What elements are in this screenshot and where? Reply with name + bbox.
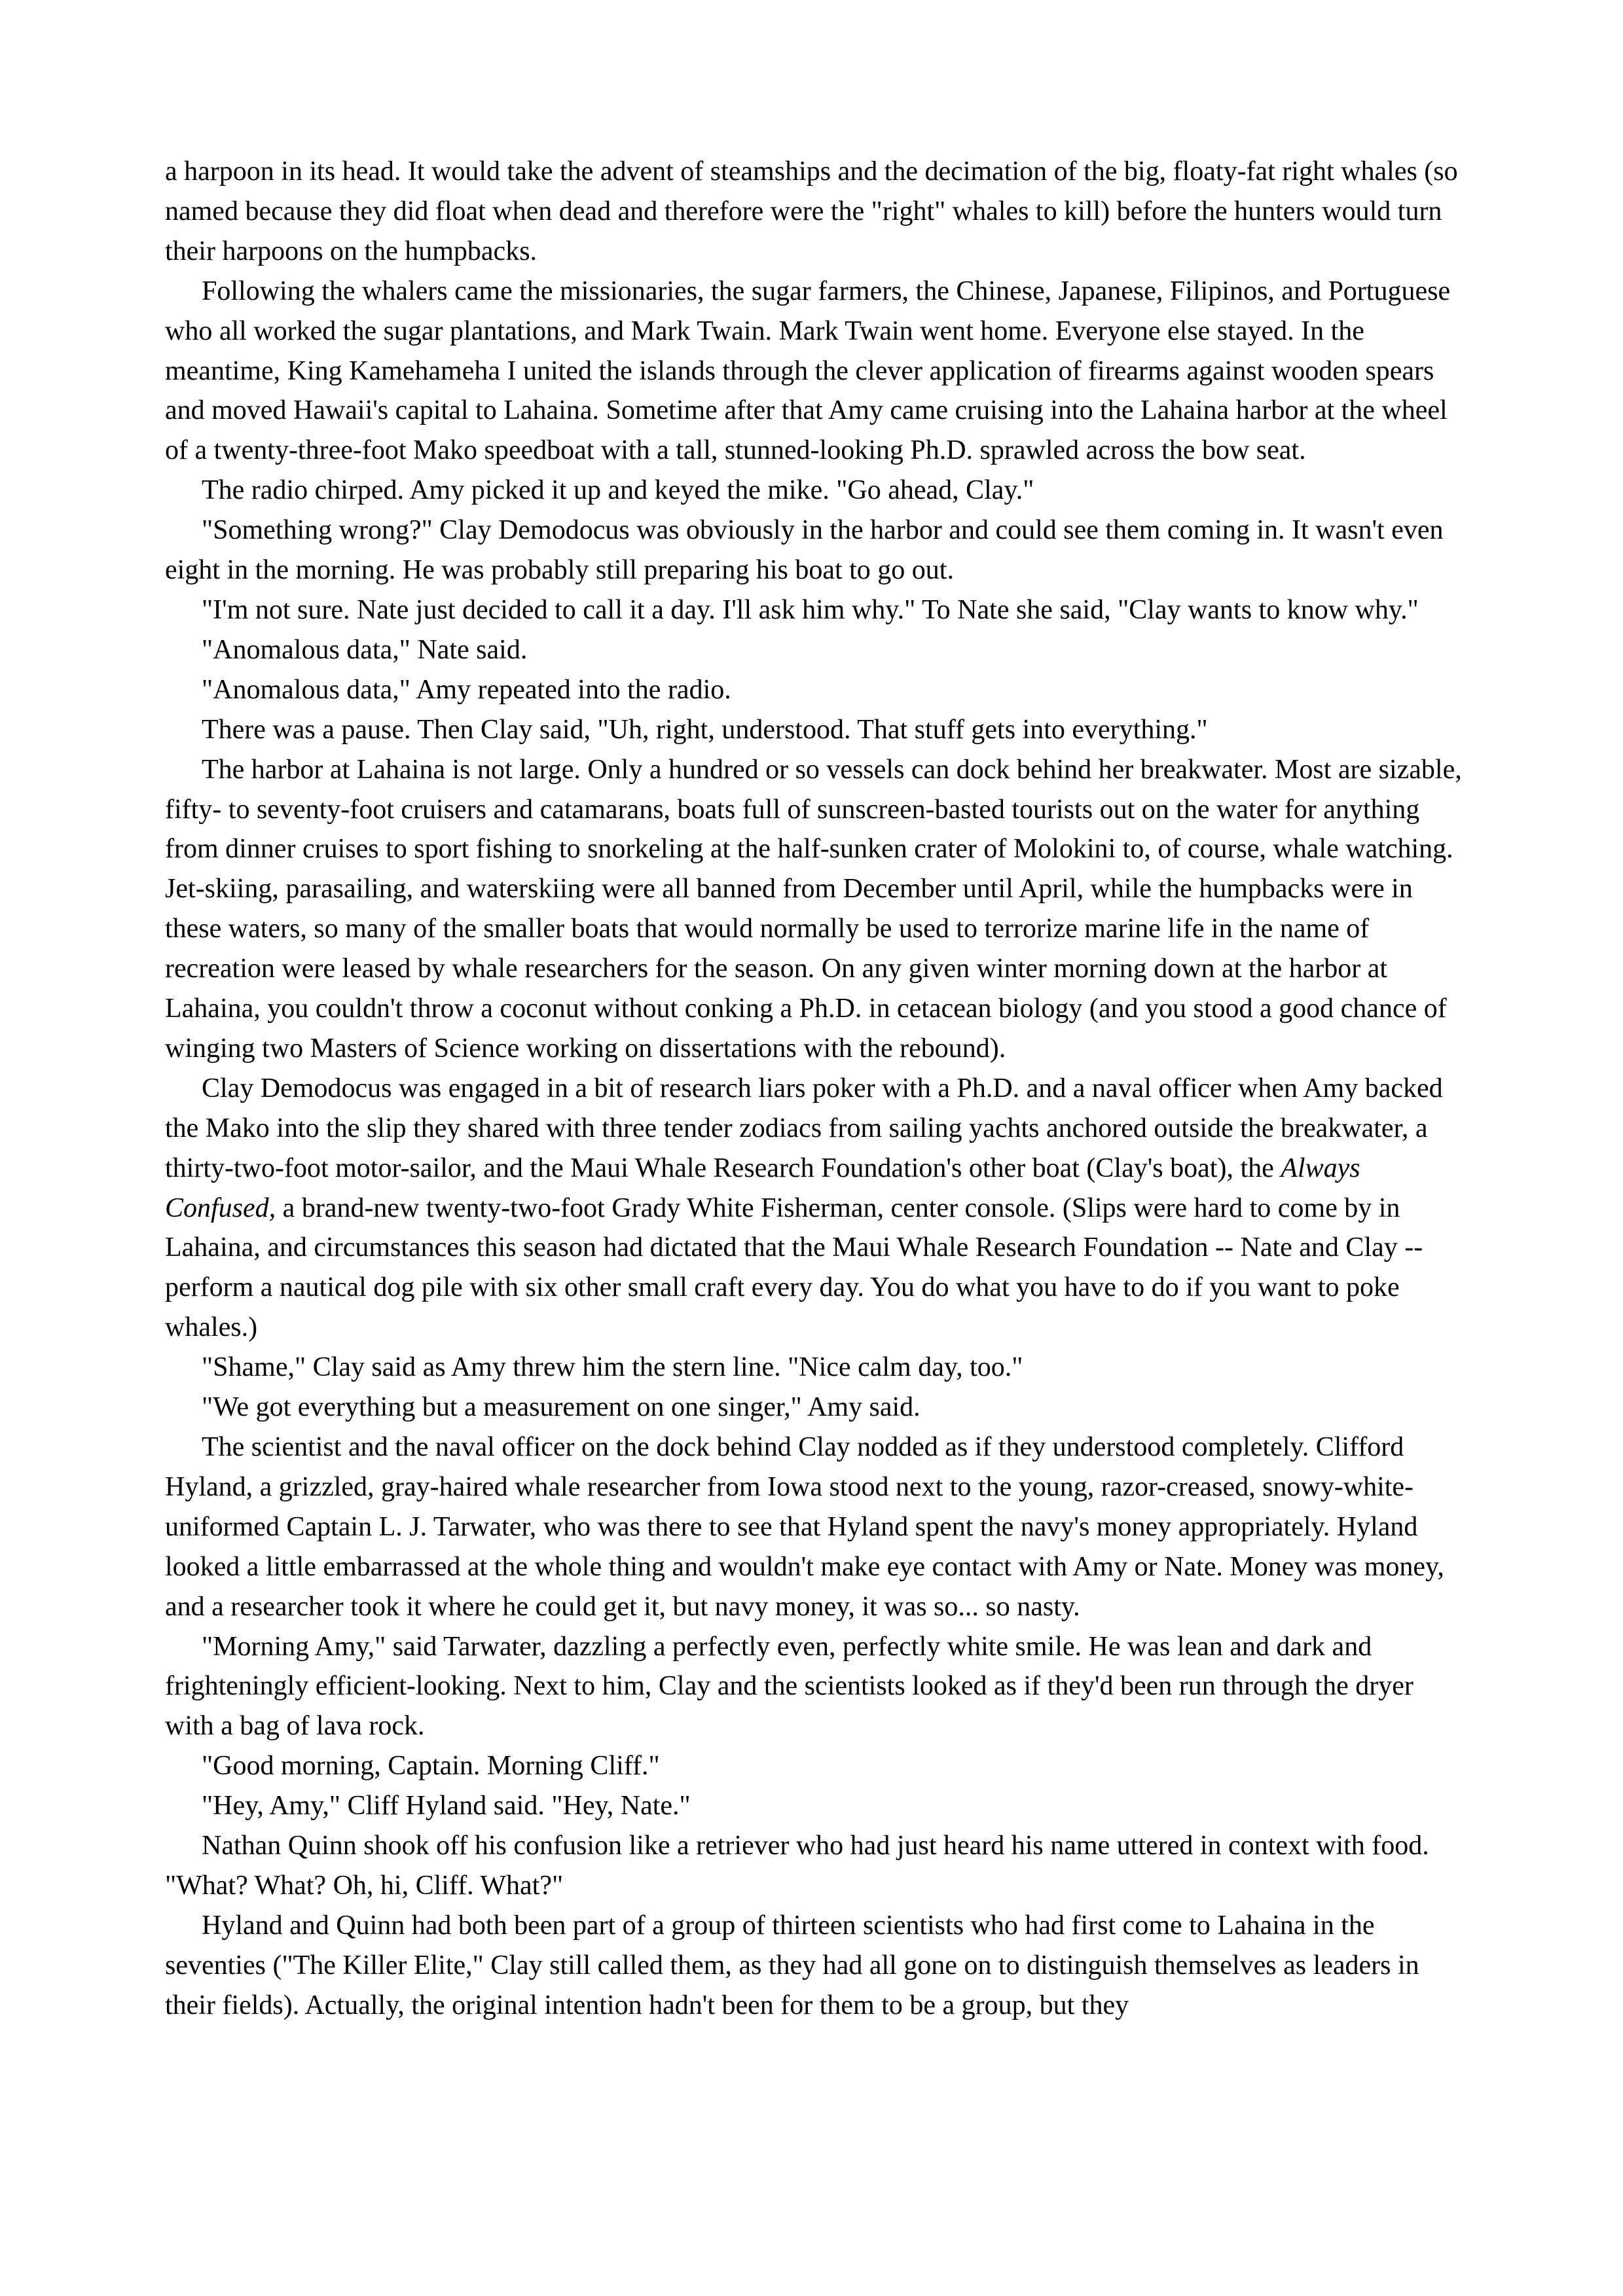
paragraph-4: "Something wrong?" Clay Demodocus was obviously in the harbor and could see them coming in. It wasn't even eight in the morning. He was probably still preparing his boat to go out.	[165, 515, 1444, 586]
paragraph-12: "We got everything but a measurement on one singer," Amy said.	[202, 1392, 921, 1423]
paragraph-10	[165, 1069, 1468, 1348]
paragraph-9: The harbor at Lahaina is not large. Only a hundred or so vessels can dock behind her breakwater. Most are sizable, fifty- to seventy-foot cruisers and catamarans, boats full of sunscreen-basted tourists out on the water for anything from dinner cruises to sport fishing to snorkeling at the half-sunken crater of Molokini to, of course, whale watching. Jet-skiing, parasailing, and waterskiing were all banned from December until April, while the humpbacks were in these waters, so many of the smaller boats that would normally be used to terrorize marine life in the name of recreation were leased by whale researchers for the season. On any given winter morning down at the harbor at Lahaina, you couldn't throw a coconut without conking a Ph.D. in cetacean biology (and you stood a good chance of winging two Masters of Science working on dissertations with the rebound).	[165, 754, 1462, 1064]
paragraph-13: The scientist and the naval officer on the dock behind Clay nodded as if they understood completely. Clifford Hyland, a grizzled, gray-haired whale researcher from Iowa stood next to the young, razor-creased, snowy-white-uniformed Captain L. J. Tarwater, who was there to see that Hyland spent the navy's money appropriately. Hyland looked a little embarrassed at the whole thing and wouldn't make eye contact with Amy or Nate. Money was money, and a researcher took it where he could get it, but navy money, it was so... so nasty.	[165, 1432, 1444, 1622]
paragraph-3: The radio chirped. Amy picked it up and keyed the mike. "Go ahead, Clay."	[202, 475, 1034, 506]
paragraph-10-after: a brand-new twenty-two-foot Grady White Fisherman, center console. (Slips were hard to come by in Lahaina, and circumstances this season had dictated that the Maui Whale Research Foundation -- Nate and Clay -- perform a nautical dog pile with six other small craft every day. You do what you have to do if you want to poke whales.)	[165, 1193, 1423, 1343]
paragraph-7: "Anomalous data," Amy repeated into the radio.	[202, 674, 731, 705]
paragraph-2: Following the whalers came the missionaries, the sugar farmers, the Chinese, Japanese, Filipinos, and Portuguese who all worked the sugar plantations, and Mark Twain. Mark Twain went home. Everyone else stayed. In the meantime, King Kamehameha I united the islands through the clever application of firearms against wooden spears and moved Hawaii's capital to Lahaina. Sometime after that Amy came cruising into the Lahaina harbor at the wheel of a twenty-three-foot Mako speedboat with a tall, stunned-looking Ph.D. sprawled across the bow seat.	[165, 276, 1451, 466]
paragraph-16: "Hey, Amy," Cliff Hyland said. "Hey, Nate."	[202, 1791, 691, 1821]
paragraph-6: "Anomalous data," Nate said.	[202, 634, 528, 665]
paragraph-8: There was a pause. Then Clay said, "Uh, right, understood. That stuff gets into everything."	[202, 714, 1208, 745]
paragraph-10-before: Clay Demodocus was engaged in a bit of research liars poker with a Ph.D. and a naval officer when Amy backed the Mako into the slip they shared with three tender zodiacs from sailing yachts anchored outside the breakwater, a thirty-two-foot motor-sailor, and the Maui Whale Research Foundation's other boat (Clay's boat), the	[165, 1073, 1443, 1183]
paragraph-11: "Shame," Clay said as Amy threw him the stern line. "Nice calm day, too."	[202, 1352, 1023, 1383]
body-text	[165, 152, 1468, 2026]
paragraph-5: "I'm not sure. Nate just decided to call it a day. I'll ask him why." To Nate she said, "Clay wants to know why."	[202, 594, 1419, 625]
paragraph-18: Hyland and Quinn had both been part of a group of thirteen scientists who had first come to Lahaina in the seventies ("The Killer Elite," Clay still called them, as they had all gone on to distinguish themselves as leaders in their fields). Actually, the original intention hadn't been for them to be a group, but they	[165, 1910, 1419, 2020]
paragraph-1: a harpoon in its head. It would take the advent of steamships and the decimation of the big, floaty-fat right whales (so named because they did float when dead and therefore were the "right" whales to kill) before the hunters would turn their harpoons on the humpbacks.	[165, 156, 1458, 266]
paragraph-14: "Morning Amy," said Tarwater, dazzling a perfectly even, perfectly white smile. He was lean and dark and frighteningly efficient-looking. Next to him, Clay and the scientists looked as if they'd been run through the dryer with a bag of lava rock.	[165, 1631, 1413, 1742]
paragraph-15: "Good morning, Captain. Morning Cliff."	[202, 1751, 660, 1782]
paragraph-17: Nathan Quinn shook off his confusion like a retriever who had just heard his name uttered in context with food. "What? What? Oh, hi, Cliff. What?"	[165, 1831, 1429, 1901]
boat-name-italic: Always Confused,	[165, 1153, 1360, 1223]
